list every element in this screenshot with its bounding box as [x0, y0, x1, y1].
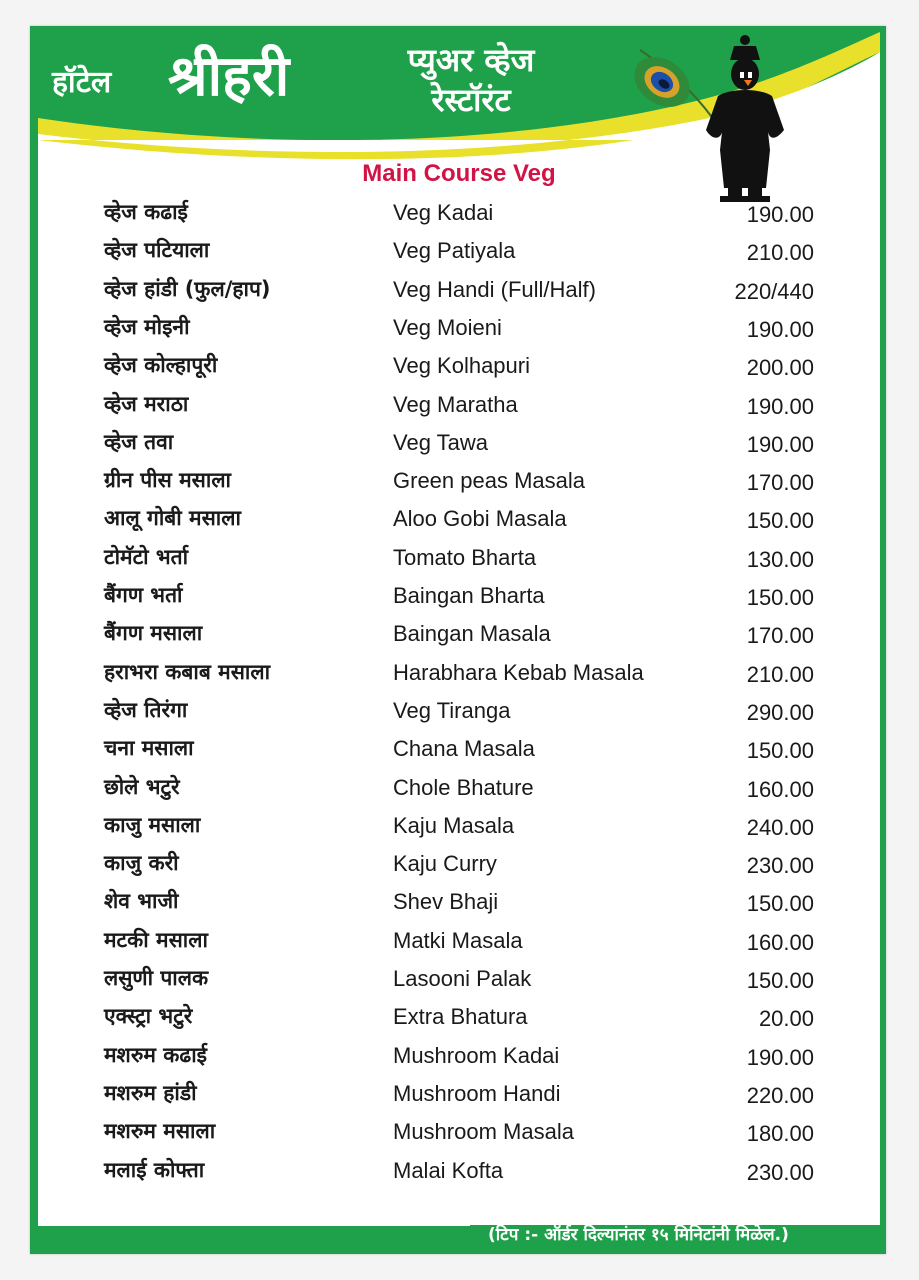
menu-item-price: 190.00: [746, 202, 814, 227]
menu-item-price: 150.00: [746, 891, 814, 917]
menu-item-row: [0, 390, 919, 428]
menu-item-marathi-name: चना मसाला: [104, 736, 194, 761]
menu-item-price: 20.00: [758, 1006, 814, 1032]
menu-item-marathi-name: मलाई कोफ्ता: [104, 1157, 205, 1182]
menu-item-row: [0, 1002, 919, 1040]
menu-item-row: [0, 1041, 919, 1079]
menu-item-english-name: Veg Tiranga: [393, 697, 511, 723]
tagline-line-2: रेस्टॉरंट: [431, 81, 511, 119]
menu-item-row: [0, 849, 919, 887]
menu-item-row: [0, 543, 919, 581]
menu-item-marathi-name: आलू गोबी मसाला: [104, 506, 241, 531]
menu-item-marathi-name: मटकी मसाला: [104, 927, 208, 952]
menu-item-price: 180.00: [746, 1121, 814, 1147]
menu-item-marathi-name: एक्स्ट्रा भटुरे: [104, 1004, 193, 1029]
menu-item-row: [0, 275, 919, 313]
menu-item-marathi-name: काजु मसाला: [104, 812, 201, 837]
menu-item-row: [0, 696, 919, 734]
menu-item-english-name: Kaju Masala: [393, 812, 515, 838]
menu-item-row: [0, 466, 919, 504]
menu-item-marathi-name: काजु करी: [104, 851, 179, 876]
menu-item-price: 170.00: [746, 623, 814, 649]
menu-item-marathi-name: हराभरा कबाब मसाला: [104, 659, 271, 684]
menu-item-marathi-name: बैंगण मसाला: [104, 621, 203, 646]
menu-item-english-name: Veg Kadai: [393, 200, 494, 225]
menu-item-marathi-name: बैंगण भर्ता: [104, 583, 183, 607]
menu-item-english-name: Tomato Bharta: [393, 544, 537, 570]
footer-note: (टिप :- ऑर्डर दिल्यानंतर १५ मिनिटांनी मिळेल.): [488, 1225, 789, 1245]
menu-item-price: 160.00: [746, 929, 814, 955]
menu-item-price: 150.00: [746, 968, 814, 993]
menu-item-english-name: Baingan Masala: [393, 621, 551, 647]
menu-item-english-name: Mushroom Handi: [393, 1080, 561, 1106]
restaurant-tagline: [356, 40, 586, 120]
menu-item-price: 190.00: [746, 1044, 814, 1070]
menu-item-price: 190.00: [746, 431, 814, 457]
menu-item-english-name: Veg Maratha: [393, 391, 518, 417]
menu-item-marathi-name: शेव भाजी: [104, 889, 179, 914]
menu-item-row: [0, 926, 919, 964]
menu-item-price: 230.00: [746, 1159, 814, 1185]
menu-item-marathi-name: व्हेज मोइनी: [104, 314, 190, 339]
menu-item-price: 150.00: [746, 738, 814, 764]
menu-item-price: 220.00: [746, 1082, 814, 1108]
menu-item-english-name: Baingan Bharta: [393, 583, 545, 608]
hotel-word: हॉटेल: [52, 65, 112, 100]
menu-item-english-name: Lasooni Palak: [393, 966, 532, 991]
menu-item-english-name: Shev Bhaji: [393, 889, 499, 915]
menu-item-marathi-name: मशरुम कढाई: [104, 1042, 207, 1067]
menu-item-english-name: Extra Bhatura: [393, 1004, 528, 1030]
menu-item-english-name: Matki Masala: [393, 927, 523, 953]
menu-item-price: 210.00: [746, 661, 814, 687]
menu-item-price: 190.00: [746, 393, 814, 419]
menu-item-english-name: Veg Moieni: [393, 314, 502, 340]
menu-item-row: [0, 1079, 919, 1117]
menu-item-english-name: Chole Bhature: [393, 774, 534, 800]
menu-item-english-name: Harabhara Kebab Masala: [393, 659, 644, 685]
deity-silhouette-icon: [706, 35, 784, 202]
menu-item-marathi-name: व्हेज कढाई: [104, 200, 188, 224]
menu-item-price: 290.00: [746, 699, 814, 725]
menu-item-price: 210.00: [746, 240, 814, 266]
menu-item-row: [0, 887, 919, 925]
menu-item-row: [0, 428, 919, 466]
footer-white-tab: [38, 1210, 470, 1226]
menu-item-marathi-name: मशरुम मसाला: [104, 1119, 216, 1144]
tagline-line-1: प्युअर व्हेज: [407, 41, 535, 79]
menu-item-english-name: Kaju Curry: [393, 851, 497, 877]
menu-item-marathi-name: लसुणी पालक: [104, 966, 209, 990]
menu-item-price: 190.00: [746, 316, 814, 342]
menu-item-marathi-name: व्हेज पटियाला: [104, 238, 210, 263]
menu-item-price: 150.00: [746, 508, 814, 534]
menu-item-price: 170.00: [746, 470, 814, 496]
menu-item-english-name: Aloo Gobi Masala: [393, 506, 567, 532]
menu-item-english-name: Veg Handi (Full/Half): [393, 276, 596, 302]
menu-item-marathi-name: व्हेज तिरंगा: [104, 697, 188, 722]
menu-item-price: 230.00: [746, 853, 814, 879]
menu-item-row: [0, 504, 919, 542]
menu-item-price: 160.00: [746, 776, 814, 802]
menu-item-english-name: Mushroom Masala: [393, 1119, 574, 1145]
menu-item-row: [0, 734, 919, 772]
section-title: Main Course Veg: [362, 160, 556, 187]
menu-item-marathi-name: व्हेज मराठा: [104, 391, 189, 416]
menu-item-row: [0, 581, 919, 619]
menu-item-row: [0, 811, 919, 849]
menu-item-marathi-name: ग्रीन पीस मसाला: [104, 468, 231, 493]
menu-item-row: [0, 313, 919, 351]
menu-item-english-name: Veg Tawa: [393, 429, 489, 455]
menu-item-english-name: Veg Patiyala: [393, 238, 516, 264]
menu-item-english-name: Green peas Masala: [393, 468, 585, 494]
menu-item-row: [0, 198, 919, 236]
menu-item-price: 220/440: [734, 278, 814, 304]
menu-item-english-name: Malai Kofta: [393, 1157, 504, 1183]
menu-item-price: 200.00: [746, 355, 814, 381]
menu-item-row: [0, 1117, 919, 1155]
menu-item-row: [0, 658, 919, 696]
menu-item-row: [0, 619, 919, 657]
menu-item-row: [0, 773, 919, 811]
menu-item-marathi-name: व्हेज तवा: [104, 429, 174, 454]
menu-item-marathi-name: व्हेज हांडी (फुल/हाप): [104, 276, 271, 301]
menu-item-row: [0, 1156, 919, 1194]
menu-item-english-name: Mushroom Kadai: [393, 1042, 560, 1068]
menu-item-marathi-name: छोले भटुरे: [104, 774, 180, 799]
menu-item-price: 130.00: [746, 546, 814, 572]
menu-item-row: [0, 236, 919, 274]
restaurant-name: श्रीहरी: [168, 44, 290, 109]
menu-item-marathi-name: व्हेज कोल्हापूरी: [104, 353, 218, 378]
menu-item-english-name: Veg Kolhapuri: [393, 353, 530, 379]
menu-item-row: [0, 964, 919, 1002]
menu-item-marathi-name: मशरुम हांडी: [104, 1080, 197, 1105]
menu-item-row: [0, 351, 919, 389]
menu-item-price: 150.00: [746, 585, 814, 610]
menu-item-price: 240.00: [746, 814, 814, 840]
menu-item-english-name: Chana Masala: [393, 736, 535, 762]
menu-item-marathi-name: टोमॅटो भर्ता: [104, 544, 189, 569]
